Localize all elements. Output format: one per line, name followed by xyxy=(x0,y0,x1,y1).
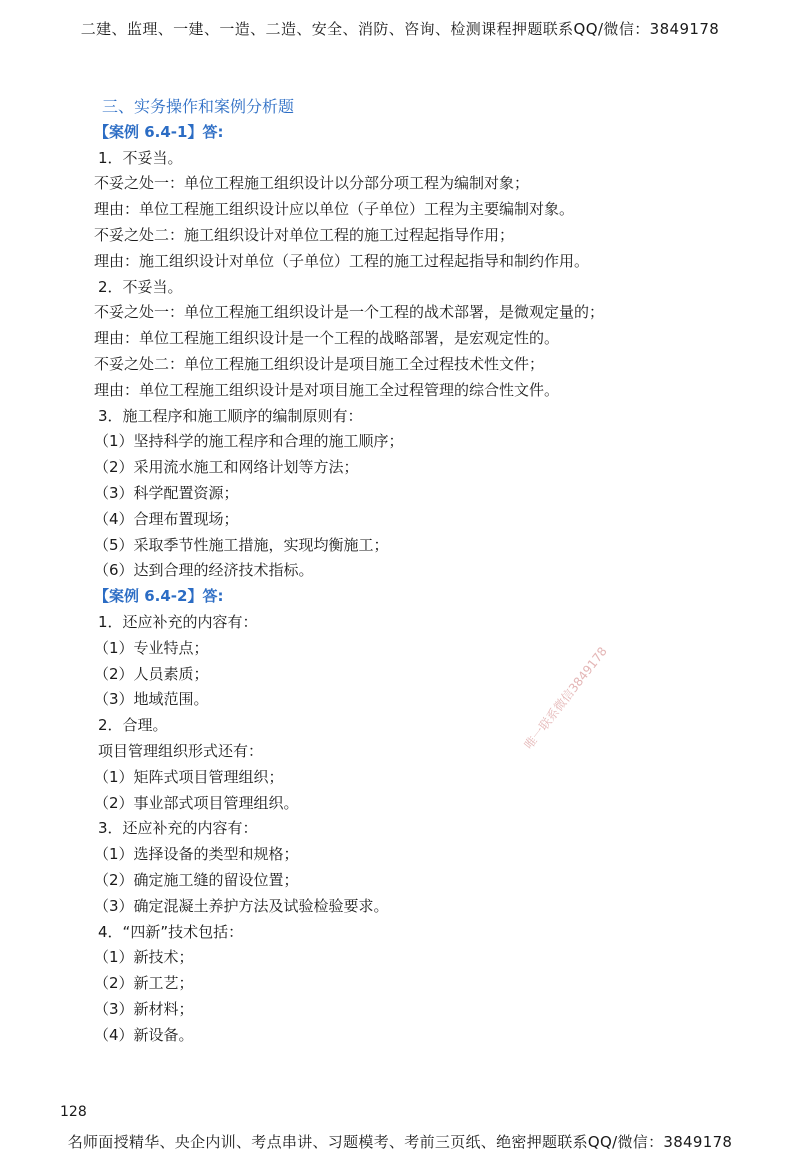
watermark: 唯一联系微信3849178 xyxy=(521,644,610,752)
page-header-banner: 二建、监理、一建、一造、二造、安全、消防、咨询、检测课程押题联系QQ/微信：3849178 xyxy=(80,20,720,38)
case1-line: 3．施工程序和施工顺序的编制原则有： xyxy=(98,406,363,425)
case2-line: 1．还应补充的内容有： xyxy=(98,612,258,631)
case1-line: 不妥之处二：单位工程施工组织设计是项目施工全过程技术性文件； xyxy=(94,354,545,373)
case2-list-item: （3）确定混凝土养护方法及试验检验要求。 xyxy=(94,896,389,915)
case1-line: 不妥之处一：单位工程施工组织设计以分部分项工程为编制对象； xyxy=(94,174,530,193)
case2-list-item: （2）事业部式项目管理组织。 xyxy=(94,793,299,812)
case1-line: 2．不妥当。 xyxy=(98,277,183,296)
case2-line: 项目管理组织形式还有： xyxy=(98,741,264,760)
case2-list-item: （1）专业特点； xyxy=(94,638,209,657)
answer-content xyxy=(94,94,734,1048)
case1-list-item: （3）科学配置资源； xyxy=(94,483,239,502)
case1-line: 理由：单位工程施工组织设计是一个工程的战略部署，是宏观定性的。 xyxy=(94,329,560,348)
page-number: 128 xyxy=(60,1104,87,1120)
case2-list-item: （1）选择设备的类型和规格； xyxy=(94,845,299,864)
case1-line: 不妥之处一：单位工程施工组织设计是一个工程的战术部署，是微观定量的； xyxy=(94,303,605,322)
section-title: 三、实务操作和案例分析题 xyxy=(102,97,295,116)
case2-list-item: （2）确定施工缝的留设位置； xyxy=(94,870,299,889)
case2-list-item: （1）矩阵式项目管理组织； xyxy=(94,767,284,786)
case2-list-item: （1）新技术； xyxy=(94,948,194,967)
case2-line: 4．“四新”技术包括： xyxy=(98,922,244,941)
case-6-4-1-title: 【案例 6.4-1】答: xyxy=(94,122,224,141)
case1-line: 不妥之处二：施工组织设计对单位工程的施工过程起指导作用； xyxy=(94,225,515,244)
case1-list-item: （6）达到合理的经济技术指标。 xyxy=(94,561,314,580)
case1-line: 理由：单位工程施工组织设计应以单位（子单位）工程为主要编制对象。 xyxy=(94,200,575,219)
case1-list-item: （2）采用流水施工和网络计划等方法； xyxy=(94,458,359,477)
page-footer-banner: 名师面授精华、央企内训、考点串讲、习题模考、考前三页纸、绝密押题联系QQ/微信：3849178 xyxy=(67,1133,733,1151)
case2-list-item: （4）新设备。 xyxy=(94,1025,194,1044)
case1-list-item: （1）坚持科学的施工程序和合理的施工顺序； xyxy=(94,432,404,451)
case2-list-item: （3）新材料； xyxy=(94,999,194,1018)
case1-list-item: （5）采取季节性施工措施，实现均衡施工； xyxy=(94,535,389,554)
case1-list-item: （4）合理布置现场； xyxy=(94,509,239,528)
case1-line: 理由：单位工程施工组织设计是对项目施工全过程管理的综合性文件。 xyxy=(94,380,560,399)
case1-line: 理由：施工组织设计对单位（子单位）工程的施工过程起指导和制约作用。 xyxy=(94,251,590,270)
case2-list-item: （2）人员素质； xyxy=(94,664,209,683)
case2-line: 3．还应补充的内容有： xyxy=(98,819,258,838)
case2-list-item: （2）新工艺； xyxy=(94,974,194,993)
case-6-4-2-title: 【案例 6.4-2】答: xyxy=(94,587,224,606)
case2-list-item: （3）地域范围。 xyxy=(94,690,209,709)
case1-line: 1．不妥当。 xyxy=(98,148,183,167)
case2-line: 2．合理。 xyxy=(98,716,168,735)
